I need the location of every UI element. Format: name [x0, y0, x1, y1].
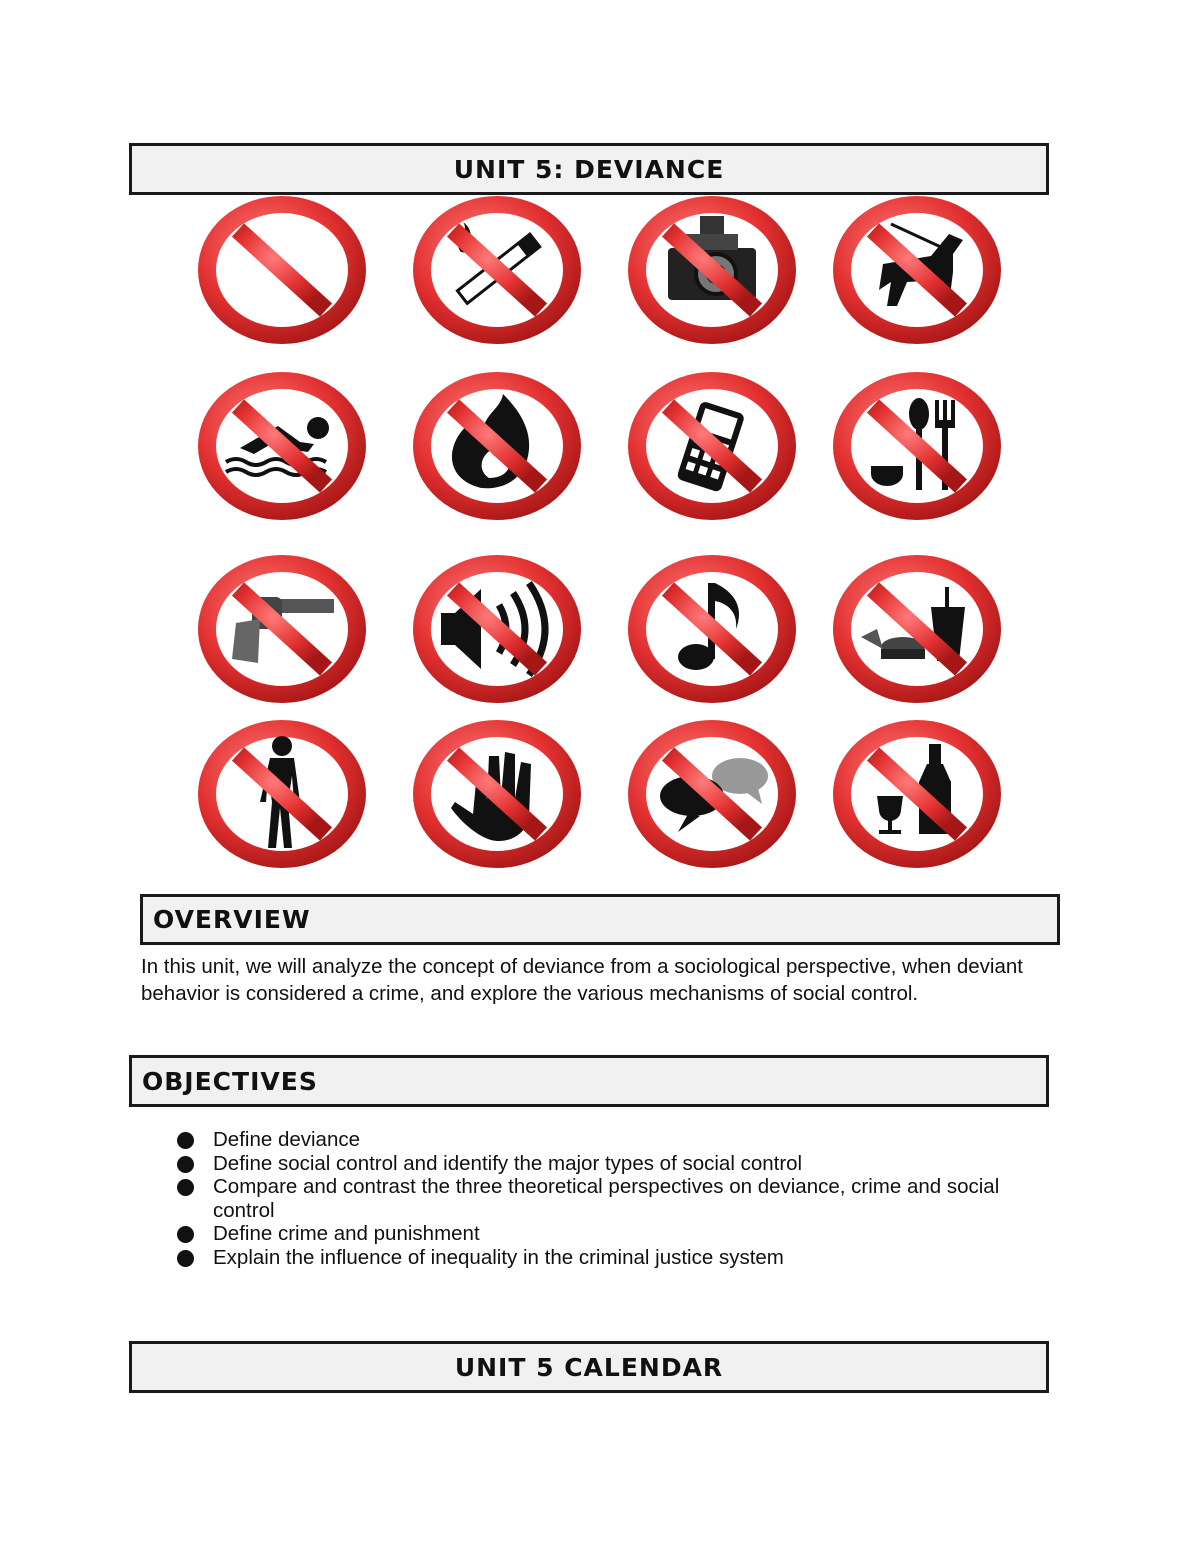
overview-heading: OVERVIEW — [153, 905, 311, 934]
no-loud-sound-icon — [411, 553, 583, 705]
no-touching-icon — [411, 718, 583, 870]
no-fire-icon — [411, 370, 583, 522]
no-swimming-icon — [196, 370, 368, 522]
overview-heading-box — [140, 894, 1060, 945]
no-smoking-icon — [411, 194, 583, 346]
no-food-drink-icon — [831, 370, 1003, 522]
no-dogs-icon — [831, 194, 1003, 346]
no-guns-icon — [196, 553, 368, 705]
no-nudity-icon — [196, 718, 368, 870]
calendar-heading: UNIT 5 CALENDAR — [454, 1352, 724, 1382]
no-cellphone-icon — [626, 370, 798, 522]
no-camera-icon — [626, 194, 798, 346]
no-music-icon — [626, 553, 798, 705]
no-symbol-icon — [196, 194, 368, 346]
bullet-icon — [177, 1179, 194, 1196]
bullet-icon — [177, 1132, 194, 1149]
no-alcohol-icon — [831, 718, 1003, 870]
list-item: Define crime and punishment — [175, 1222, 1035, 1246]
objectives-heading-box — [129, 1055, 1049, 1107]
bullet-icon — [177, 1226, 194, 1243]
objectives-list — [175, 1128, 1035, 1269]
list-item: Define social control and identify the major types of social control — [175, 1152, 1035, 1176]
objectives-heading: OBJECTIVES — [142, 1066, 318, 1096]
bullet-icon — [177, 1156, 194, 1173]
list-item: Explain the influence of inequality in the criminal justice system — [175, 1246, 1035, 1270]
calendar-heading-box — [129, 1341, 1049, 1393]
overview-text: In this unit, we will analyze the concept of deviance from a sociological perspective, when deviant behavior is considered a crime, and explore the various mechanisms of social control. — [141, 955, 1023, 1005]
unit-title: UNIT 5: DEVIANCE — [453, 154, 725, 184]
no-talking-icon — [626, 718, 798, 870]
no-fast-food-icon — [831, 553, 1003, 705]
list-item: Compare and contrast the three theoretical perspectives on deviance, crime and social control — [175, 1175, 1035, 1222]
list-item: Define deviance — [175, 1128, 1035, 1152]
bullet-icon — [177, 1250, 194, 1267]
